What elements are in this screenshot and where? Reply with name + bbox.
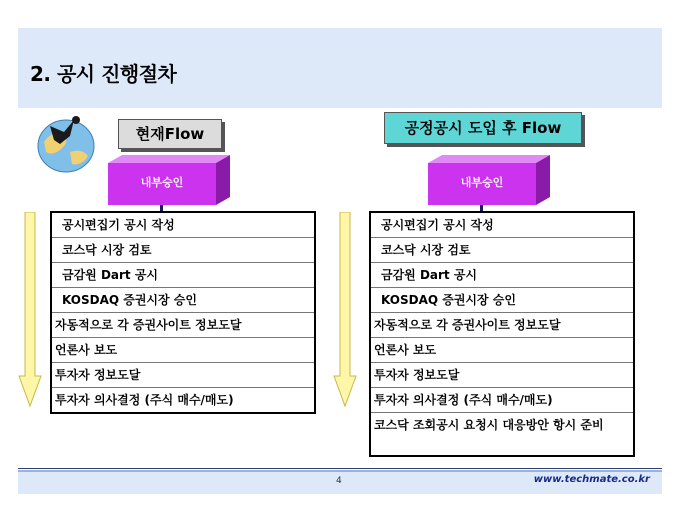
down-arrow-left (18, 212, 42, 408)
step-item: 투자자 정보도달 (371, 363, 633, 388)
globe-figure-icon (30, 112, 98, 174)
step-item: 언론사 보도 (371, 338, 633, 363)
current-flow-label: 현재Flow (118, 119, 222, 149)
step-item: 투자자 의사결정 (주식 매수/매도) (55, 393, 234, 407)
internal-approval-label-left: 내부승인 (140, 176, 184, 189)
step-item: 투자자 정보도달 (52, 363, 314, 388)
step-item: 투자자 의사결정 (주식 매수/매도) (371, 388, 633, 413)
step-item: KOSDAQ 증권시장 승인 (371, 288, 633, 313)
fair-disclosure-flow-steps (369, 211, 635, 457)
step-item: 금감원 Dart 공시 (371, 263, 633, 288)
step-item: 코스닥 시장 검토 (52, 238, 314, 263)
current-flow-steps (50, 211, 316, 414)
footer-divider (18, 468, 662, 469)
step-item: 금감원 Dart 공시 (52, 263, 314, 288)
step-item: 공시편집기 공시 작성 (371, 213, 633, 238)
down-arrow-right (333, 212, 357, 408)
step-item: 코스닥 시장 검토 (371, 238, 633, 263)
internal-approval-label-right: 내부승인 (460, 176, 504, 189)
step-item: 공시편집기 공시 작성 (52, 213, 314, 238)
step-item: 자동적으로 각 증권사이트 정보도달 (52, 313, 314, 338)
fair-disclosure-flow-label: 공정공시 도입 후 Flow (384, 112, 582, 144)
step-item: KOSDAQ 증권시장 승인 (52, 288, 314, 313)
site-url: www.techmate.co.kr (533, 474, 650, 485)
step-item: 자동적으로 각 증권사이트 정보도달 (371, 313, 633, 338)
slide-title: 2. 공시 진행절차 (30, 62, 177, 86)
page-number: 4 (336, 476, 342, 486)
step-item: 코스닥 조회공시 요청시 대응방안 항시 준비 (374, 418, 604, 432)
step-item: 언론사 보도 (52, 338, 314, 363)
